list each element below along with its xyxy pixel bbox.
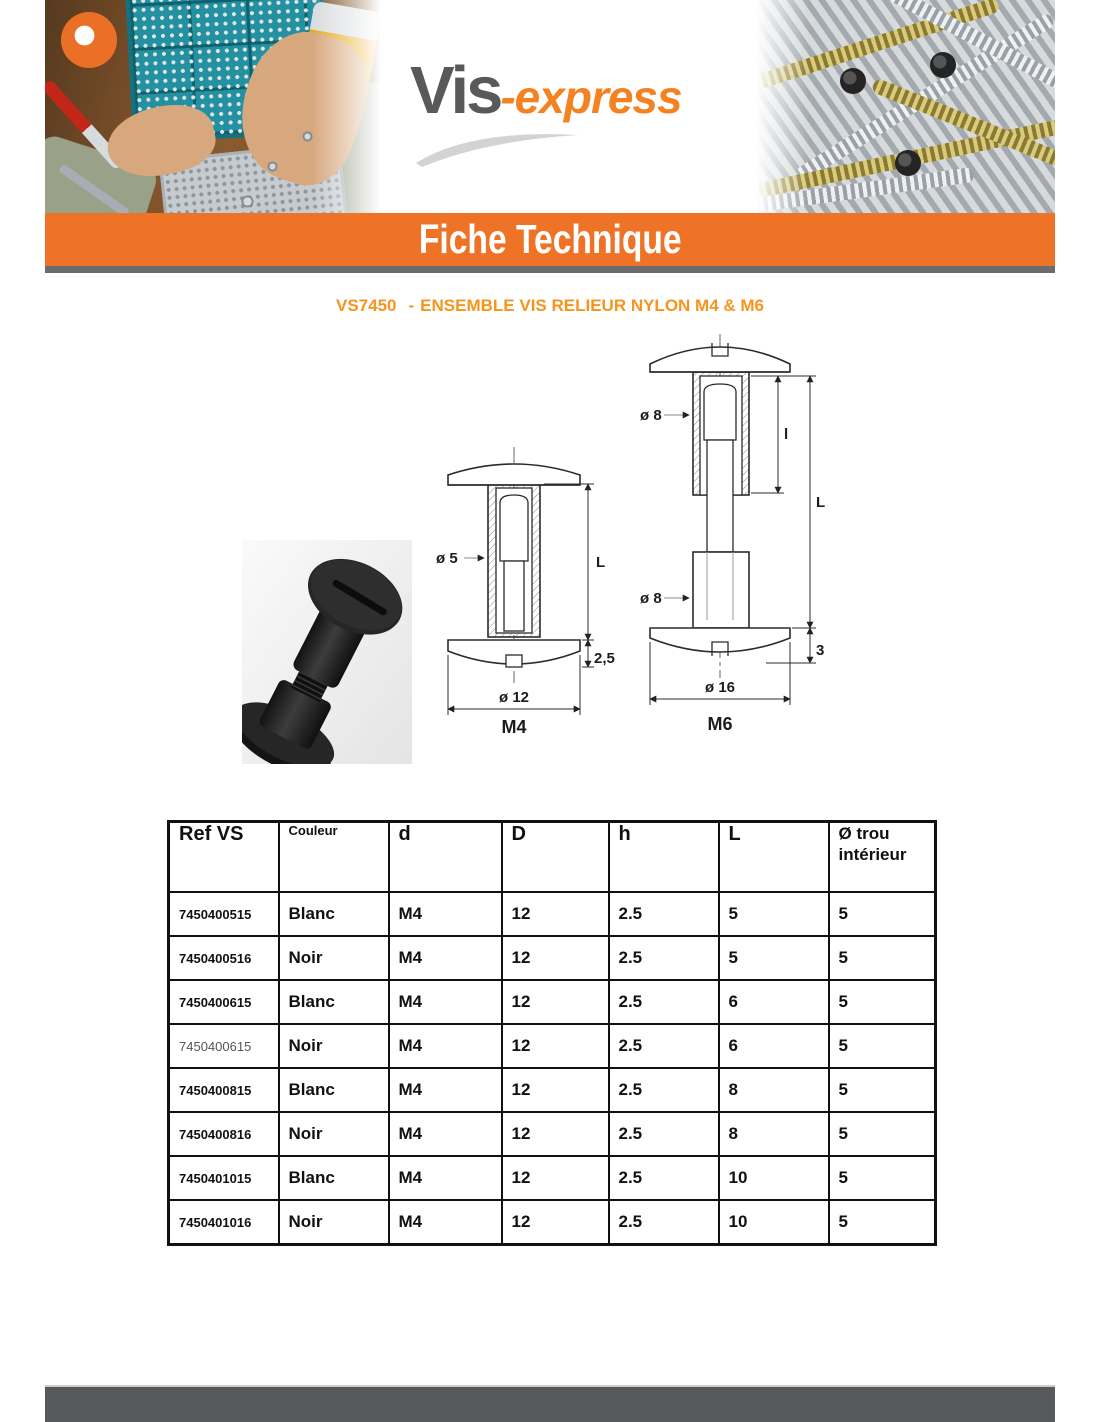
value-cell: 12 xyxy=(502,1068,609,1112)
m6-length-label: L xyxy=(816,494,826,511)
value-cell: 2.5 xyxy=(609,1024,719,1068)
table-row xyxy=(169,892,936,936)
ref-cell: 7450401015 xyxy=(169,1156,279,1200)
value-cell: 5 xyxy=(829,1156,936,1200)
value-cell: M4 xyxy=(389,1156,502,1200)
logo-swoosh xyxy=(412,125,582,167)
value-cell: 6 xyxy=(719,1024,829,1068)
screws-photo xyxy=(745,0,1055,213)
value-cell: 2.5 xyxy=(609,936,719,980)
value-cell: 12 xyxy=(502,1200,609,1245)
value-cell: 5 xyxy=(719,892,829,936)
table-row xyxy=(169,1200,936,1245)
value-cell: Blanc xyxy=(279,892,389,936)
value-cell: 5 xyxy=(829,892,936,936)
table-row xyxy=(169,1068,936,1112)
table-row xyxy=(169,1156,936,1200)
m4-caption: M4 xyxy=(501,717,527,737)
value-cell: Blanc xyxy=(279,1156,389,1200)
value-cell: 8 xyxy=(719,1112,829,1156)
ref-cell: 7450400516 xyxy=(169,936,279,980)
value-cell: 12 xyxy=(502,1112,609,1156)
photo-fade xyxy=(312,0,390,213)
logo-text-express: -express xyxy=(500,71,682,123)
m6-head-height-label: 3 xyxy=(816,642,825,659)
value-cell: M4 xyxy=(389,1200,502,1245)
doc-title xyxy=(0,296,1100,316)
value-cell: M4 xyxy=(389,1112,502,1156)
banner xyxy=(45,213,1055,266)
value-cell: 12 xyxy=(502,1024,609,1068)
screw-head xyxy=(895,150,921,176)
header xyxy=(45,0,1055,213)
ref-cell: 7450401016 xyxy=(169,1200,279,1245)
spec-table-body xyxy=(169,892,936,1245)
table-header-row xyxy=(169,822,936,893)
value-cell: 12 xyxy=(502,936,609,980)
m6-sleeve-dia-label: ø 8 xyxy=(640,407,662,424)
screw-head xyxy=(930,52,956,78)
m6-caption: M6 xyxy=(707,714,733,734)
value-cell: 2.5 xyxy=(609,1068,719,1112)
value-cell: 12 xyxy=(502,892,609,936)
table-row xyxy=(169,1024,936,1068)
value-cell: 5 xyxy=(719,936,829,980)
ref-cell: 7450400515 xyxy=(169,892,279,936)
value-cell: 10 xyxy=(719,1200,829,1245)
value-cell: M4 xyxy=(389,1068,502,1112)
value-cell: M4 xyxy=(389,1024,502,1068)
title-separator: - xyxy=(408,296,415,315)
col-header-couleur: Couleur xyxy=(279,822,389,893)
table-row xyxy=(169,980,936,1024)
value-cell: M4 xyxy=(389,936,502,980)
m6-head-dia-label: ø 16 xyxy=(704,679,736,696)
ref-cell: 7450400615 xyxy=(169,1024,279,1068)
value-cell: 5 xyxy=(829,980,936,1024)
ref-cell: 7450400815 xyxy=(169,1068,279,1112)
value-cell: Blanc xyxy=(279,980,389,1024)
value-cell: 5 xyxy=(829,1200,936,1245)
m4-technical-drawing xyxy=(426,443,626,743)
value-cell: Noir xyxy=(279,1200,389,1245)
value-cell: 2.5 xyxy=(609,892,719,936)
m4-length-label: L xyxy=(596,554,606,571)
m6-barrel-dia-label: ø 8 xyxy=(640,590,662,607)
value-cell: 2.5 xyxy=(609,1200,719,1245)
value-cell: 2.5 xyxy=(609,1112,719,1156)
col-header-trou: Ø trou intérieur xyxy=(829,822,936,893)
product-photo xyxy=(242,540,412,764)
m4-head-dia-label: ø 12 xyxy=(498,689,530,706)
banner-underline xyxy=(45,266,1055,273)
spec-table xyxy=(167,820,937,1246)
value-cell: 8 xyxy=(719,1068,829,1112)
workbench-photo xyxy=(45,0,390,213)
vis-express-logo xyxy=(410,52,740,172)
value-cell: 5 xyxy=(829,1024,936,1068)
value-cell: Noir xyxy=(279,1024,389,1068)
value-cell: 2.5 xyxy=(609,1156,719,1200)
product-name: ENSEMBLE VIS RELIEUR NYLON M4 & M6 xyxy=(420,296,764,315)
value-cell: 2.5 xyxy=(609,980,719,1024)
value-cell: Blanc xyxy=(279,1068,389,1112)
logo-text-vis: Vis xyxy=(410,53,501,128)
col-header-h: h xyxy=(609,822,719,893)
col-header-d: d xyxy=(389,822,502,893)
screw-head xyxy=(840,68,866,94)
value-cell: 12 xyxy=(502,1156,609,1200)
table-row xyxy=(169,1112,936,1156)
value-cell: 5 xyxy=(829,936,936,980)
banner-title: Fiche Technique xyxy=(418,216,682,262)
value-cell: Noir xyxy=(279,1112,389,1156)
col-header-D: D xyxy=(502,822,609,893)
col-header-ref: Ref VS xyxy=(169,822,279,893)
ref-cell: 7450400816 xyxy=(169,1112,279,1156)
m6-inner-length-label: l xyxy=(784,426,789,443)
m4-shaft-dia-label: ø 5 xyxy=(436,550,458,567)
value-cell: 10 xyxy=(719,1156,829,1200)
footer-bar xyxy=(45,1385,1055,1422)
value-cell: Noir xyxy=(279,936,389,980)
col-header-L: L xyxy=(719,822,829,893)
table-row xyxy=(169,936,936,980)
value-cell: M4 xyxy=(389,892,502,936)
value-cell: 12 xyxy=(502,980,609,1024)
value-cell: 6 xyxy=(719,980,829,1024)
value-cell: 5 xyxy=(829,1068,936,1112)
ref-cell: 7450400615 xyxy=(169,980,279,1024)
m4-head-height-label: 2,5 xyxy=(594,650,615,667)
value-cell: 5 xyxy=(829,1112,936,1156)
product-code: VS7450 xyxy=(336,296,397,315)
value-cell: M4 xyxy=(389,980,502,1024)
photo-fade xyxy=(745,0,809,213)
m6-technical-drawing xyxy=(626,330,844,740)
